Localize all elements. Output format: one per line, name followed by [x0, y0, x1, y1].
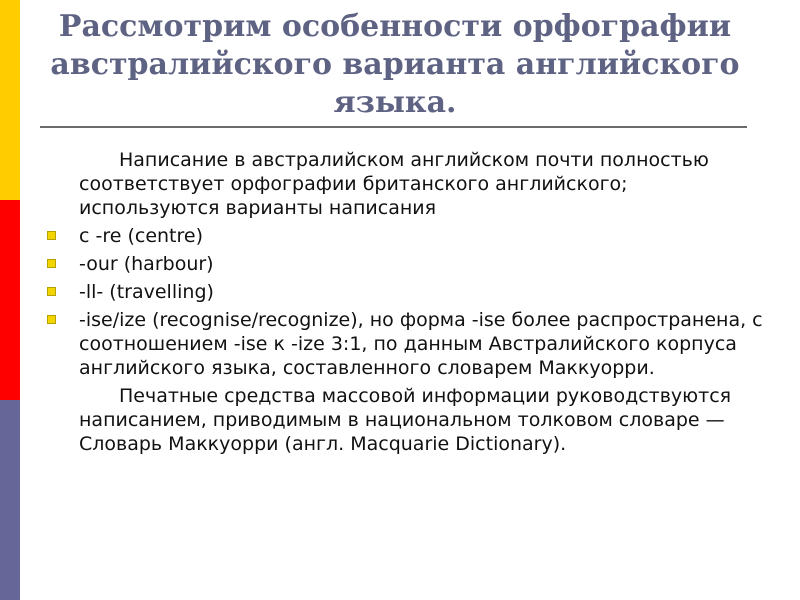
- closing-paragraph: Печатные средства массовой информации руководствуются написанием, приводимым в национальном толковом словаре — Словарь Маккуорри (англ. Macquarie Dictionary).: [79, 385, 732, 455]
- side-bar-red-segment: [0, 200, 20, 400]
- title-divider: [40, 126, 747, 128]
- square-bullet-icon: [47, 315, 56, 324]
- intro-paragraph: Написание в австралийском английском почти полностью соответствует орфографии британского английского; используются варианты написания: [79, 149, 709, 219]
- side-bar-blue-segment: [0, 400, 20, 600]
- square-bullet-icon: [47, 287, 56, 296]
- decorative-side-bar: [0, 0, 20, 600]
- list-item-text: -our (harbour): [79, 253, 214, 275]
- list-item-text: с -re (centre): [79, 225, 204, 247]
- spelling-variants-list: [45, 224, 765, 380]
- square-bullet-icon: [47, 259, 56, 268]
- list-item: [45, 252, 765, 276]
- list-item: [45, 308, 765, 380]
- list-item-text: -ll- (travelling): [79, 281, 214, 303]
- list-item: [45, 280, 765, 304]
- list-item: [45, 224, 765, 248]
- side-bar-yellow-segment: [0, 0, 20, 200]
- list-item-text: -ise/ize (recognise/recognize), но форма -ise более распространена, с соотношением -ise к -ize 3:1, по данным Австралийского корпуса английского языка, составленного словарем Маккуорри.: [79, 309, 763, 379]
- slide-body: [45, 148, 765, 456]
- square-bullet-icon: [47, 231, 56, 240]
- slide-title: Рассмотрим особенности орфографии австралийского варианта английского языка.: [50, 9, 740, 120]
